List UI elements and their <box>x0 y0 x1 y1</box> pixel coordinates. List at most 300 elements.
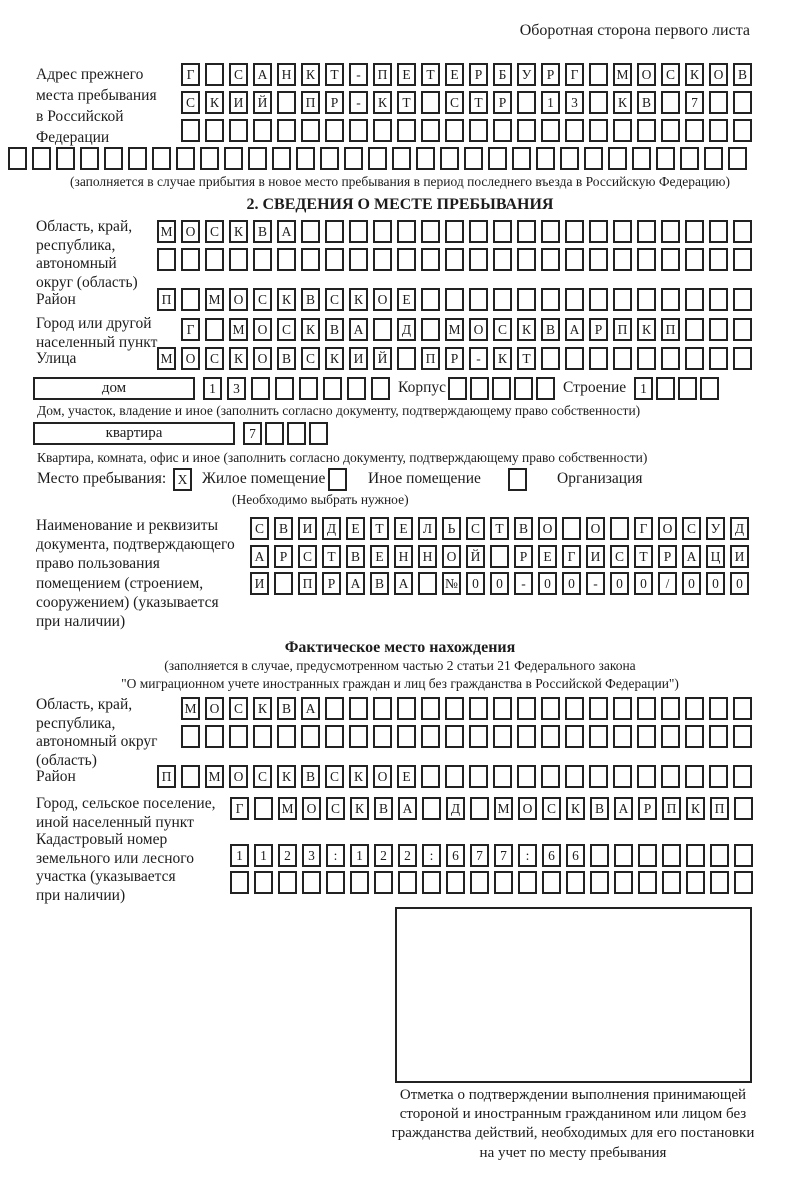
char-cell[interactable] <box>469 220 488 243</box>
char-cell[interactable]: - <box>349 63 368 86</box>
char-cell[interactable] <box>181 248 200 271</box>
char-cell[interactable]: К <box>229 220 248 243</box>
char-cell[interactable] <box>709 765 728 788</box>
char-cell[interactable] <box>685 119 704 142</box>
char-cell[interactable]: Р <box>493 91 512 114</box>
char-cell[interactable]: А <box>565 318 584 341</box>
char-cell[interactable]: 3 <box>565 91 584 114</box>
char-cell[interactable]: 0 <box>610 572 629 595</box>
char-cell[interactable] <box>253 248 272 271</box>
char-cell[interactable]: С <box>542 797 561 820</box>
char-cell[interactable] <box>349 725 368 748</box>
char-cell[interactable] <box>709 288 728 311</box>
char-cell[interactable]: К <box>301 63 320 86</box>
char-cell[interactable] <box>637 248 656 271</box>
char-cell[interactable] <box>733 697 752 720</box>
char-cell[interactable] <box>205 725 224 748</box>
char-cell[interactable] <box>678 377 697 400</box>
char-cell[interactable]: Й <box>253 91 272 114</box>
char-cell[interactable] <box>301 220 320 243</box>
char-cell[interactable]: : <box>518 844 537 867</box>
char-cell[interactable] <box>392 147 411 170</box>
char-cell[interactable] <box>421 248 440 271</box>
char-cell[interactable] <box>488 147 507 170</box>
char-cell[interactable] <box>397 697 416 720</box>
char-cell[interactable] <box>445 248 464 271</box>
char-cell[interactable]: № <box>442 572 461 595</box>
char-cell[interactable]: О <box>518 797 537 820</box>
char-cell[interactable] <box>422 871 441 894</box>
char-cell[interactable] <box>565 220 584 243</box>
char-cell[interactable]: 1 <box>350 844 369 867</box>
char-cell[interactable]: О <box>373 288 392 311</box>
char-cell[interactable]: И <box>586 545 605 568</box>
char-cell[interactable] <box>637 725 656 748</box>
checkbox-organization[interactable] <box>508 468 527 491</box>
char-cell[interactable]: К <box>229 347 248 370</box>
char-cell[interactable] <box>200 147 219 170</box>
char-cell[interactable] <box>613 288 632 311</box>
char-cell[interactable] <box>613 697 632 720</box>
char-cell[interactable]: С <box>301 347 320 370</box>
char-cell[interactable] <box>253 725 272 748</box>
char-cell[interactable]: Г <box>181 318 200 341</box>
char-cell[interactable] <box>517 697 536 720</box>
char-cell[interactable]: К <box>350 797 369 820</box>
char-cell[interactable] <box>347 377 366 400</box>
char-cell[interactable]: Н <box>418 545 437 568</box>
char-cell[interactable] <box>517 119 536 142</box>
char-cell[interactable]: Д <box>322 517 341 540</box>
char-cell[interactable] <box>710 844 729 867</box>
char-cell[interactable] <box>320 147 339 170</box>
char-cell[interactable] <box>224 147 243 170</box>
char-cell[interactable] <box>541 347 560 370</box>
char-cell[interactable] <box>704 147 723 170</box>
char-cell[interactable] <box>421 91 440 114</box>
char-cell[interactable] <box>373 220 392 243</box>
house-type-box[interactable]: дом <box>33 377 195 400</box>
char-cell[interactable]: О <box>442 545 461 568</box>
char-cell[interactable] <box>398 871 417 894</box>
char-cell[interactable] <box>493 725 512 748</box>
char-cell[interactable]: К <box>637 318 656 341</box>
char-cell[interactable] <box>637 347 656 370</box>
char-cell[interactable] <box>325 248 344 271</box>
char-cell[interactable] <box>733 347 752 370</box>
char-cell[interactable] <box>565 288 584 311</box>
char-cell[interactable]: С <box>610 545 629 568</box>
char-cell[interactable] <box>301 248 320 271</box>
char-cell[interactable]: С <box>493 318 512 341</box>
char-cell[interactable] <box>589 288 608 311</box>
char-cell[interactable] <box>637 697 656 720</box>
checkbox-other-premises[interactable] <box>328 468 347 491</box>
char-cell[interactable] <box>589 248 608 271</box>
char-cell[interactable] <box>397 725 416 748</box>
char-cell[interactable]: 0 <box>466 572 485 595</box>
char-cell[interactable] <box>470 871 489 894</box>
char-cell[interactable] <box>248 147 267 170</box>
char-cell[interactable]: О <box>229 288 248 311</box>
char-cell[interactable] <box>325 220 344 243</box>
char-cell[interactable] <box>733 725 752 748</box>
char-cell[interactable] <box>517 765 536 788</box>
char-cell[interactable]: О <box>205 697 224 720</box>
char-cell[interactable]: К <box>277 288 296 311</box>
char-cell[interactable] <box>275 377 294 400</box>
char-cell[interactable] <box>709 318 728 341</box>
char-cell[interactable] <box>661 697 680 720</box>
char-cell[interactable] <box>253 119 272 142</box>
char-cell[interactable] <box>492 377 511 400</box>
char-cell[interactable]: Г <box>562 545 581 568</box>
char-cell[interactable]: А <box>253 63 272 86</box>
char-cell[interactable]: М <box>278 797 297 820</box>
char-cell[interactable] <box>614 871 633 894</box>
char-cell[interactable]: М <box>229 318 248 341</box>
char-cell[interactable] <box>421 288 440 311</box>
char-cell[interactable]: Г <box>565 63 584 86</box>
char-cell[interactable]: 1 <box>541 91 560 114</box>
char-cell[interactable]: А <box>682 545 701 568</box>
char-cell[interactable]: 1 <box>254 844 273 867</box>
char-cell[interactable] <box>278 871 297 894</box>
char-cell[interactable] <box>373 248 392 271</box>
char-cell[interactable] <box>565 697 584 720</box>
char-cell[interactable] <box>299 377 318 400</box>
char-cell[interactable]: А <box>277 220 296 243</box>
char-cell[interactable]: И <box>349 347 368 370</box>
char-cell[interactable] <box>421 220 440 243</box>
char-cell[interactable]: О <box>253 347 272 370</box>
char-cell[interactable] <box>287 422 306 445</box>
char-cell[interactable] <box>709 725 728 748</box>
char-cell[interactable] <box>662 871 681 894</box>
char-cell[interactable]: П <box>301 91 320 114</box>
char-cell[interactable]: П <box>421 347 440 370</box>
char-cell[interactable] <box>254 871 273 894</box>
char-cell[interactable] <box>301 725 320 748</box>
char-cell[interactable] <box>685 288 704 311</box>
char-cell[interactable]: 0 <box>538 572 557 595</box>
char-cell[interactable]: С <box>253 288 272 311</box>
char-cell[interactable] <box>373 697 392 720</box>
char-cell[interactable] <box>325 725 344 748</box>
char-cell[interactable]: В <box>370 572 389 595</box>
char-cell[interactable]: Р <box>469 63 488 86</box>
char-cell[interactable]: О <box>229 765 248 788</box>
char-cell[interactable]: К <box>349 765 368 788</box>
char-cell[interactable]: В <box>590 797 609 820</box>
char-cell[interactable] <box>565 248 584 271</box>
char-cell[interactable] <box>325 119 344 142</box>
char-cell[interactable] <box>733 119 752 142</box>
char-cell[interactable] <box>733 288 752 311</box>
char-cell[interactable]: О <box>302 797 321 820</box>
char-cell[interactable] <box>32 147 51 170</box>
char-cell[interactable] <box>662 844 681 867</box>
char-cell[interactable] <box>637 765 656 788</box>
char-cell[interactable] <box>541 725 560 748</box>
char-cell[interactable]: В <box>346 545 365 568</box>
char-cell[interactable]: Е <box>370 545 389 568</box>
char-cell[interactable] <box>464 147 483 170</box>
char-cell[interactable] <box>518 871 537 894</box>
char-cell[interactable]: О <box>658 517 677 540</box>
char-cell[interactable] <box>542 871 561 894</box>
char-cell[interactable] <box>733 248 752 271</box>
char-cell[interactable] <box>80 147 99 170</box>
char-cell[interactable] <box>610 517 629 540</box>
char-cell[interactable]: 7 <box>494 844 513 867</box>
char-cell[interactable]: Л <box>418 517 437 540</box>
char-cell[interactable]: Р <box>325 91 344 114</box>
char-cell[interactable]: П <box>613 318 632 341</box>
char-cell[interactable]: Т <box>421 63 440 86</box>
char-cell[interactable] <box>418 572 437 595</box>
char-cell[interactable]: Т <box>370 517 389 540</box>
char-cell[interactable]: О <box>586 517 605 540</box>
char-cell[interactable]: О <box>538 517 557 540</box>
char-cell[interactable] <box>470 797 489 820</box>
char-cell[interactable]: С <box>466 517 485 540</box>
char-cell[interactable]: В <box>514 517 533 540</box>
char-cell[interactable]: М <box>445 318 464 341</box>
char-cell[interactable] <box>230 871 249 894</box>
char-cell[interactable] <box>8 147 27 170</box>
char-cell[interactable]: К <box>493 347 512 370</box>
char-cell[interactable] <box>229 725 248 748</box>
char-cell[interactable]: Е <box>394 517 413 540</box>
char-cell[interactable]: 0 <box>730 572 749 595</box>
char-cell[interactable] <box>733 318 752 341</box>
char-cell[interactable] <box>517 248 536 271</box>
char-cell[interactable]: 2 <box>398 844 417 867</box>
char-cell[interactable]: Г <box>230 797 249 820</box>
char-cell[interactable]: С <box>682 517 701 540</box>
char-cell[interactable]: С <box>326 797 345 820</box>
char-cell[interactable] <box>493 288 512 311</box>
char-cell[interactable] <box>323 377 342 400</box>
char-cell[interactable] <box>656 147 675 170</box>
char-cell[interactable] <box>584 147 603 170</box>
char-cell[interactable] <box>277 119 296 142</box>
char-cell[interactable]: О <box>469 318 488 341</box>
char-cell[interactable]: 2 <box>278 844 297 867</box>
char-cell[interactable]: К <box>613 91 632 114</box>
char-cell[interactable]: 7 <box>470 844 489 867</box>
char-cell[interactable] <box>613 765 632 788</box>
char-cell[interactable] <box>589 63 608 86</box>
char-cell[interactable] <box>397 248 416 271</box>
char-cell[interactable]: В <box>374 797 393 820</box>
char-cell[interactable] <box>254 797 273 820</box>
char-cell[interactable] <box>686 844 705 867</box>
char-cell[interactable] <box>734 844 753 867</box>
char-cell[interactable]: Е <box>397 765 416 788</box>
char-cell[interactable] <box>470 377 489 400</box>
char-cell[interactable]: М <box>181 697 200 720</box>
char-cell[interactable]: С <box>298 545 317 568</box>
char-cell[interactable] <box>710 871 729 894</box>
char-cell[interactable] <box>373 318 392 341</box>
char-cell[interactable] <box>469 725 488 748</box>
char-cell[interactable] <box>493 765 512 788</box>
char-cell[interactable]: Е <box>445 63 464 86</box>
char-cell[interactable] <box>589 220 608 243</box>
char-cell[interactable] <box>445 697 464 720</box>
char-cell[interactable] <box>709 91 728 114</box>
char-cell[interactable]: 1 <box>634 377 653 400</box>
char-cell[interactable]: С <box>253 765 272 788</box>
char-cell[interactable] <box>229 119 248 142</box>
char-cell[interactable] <box>614 844 633 867</box>
char-cell[interactable] <box>734 797 753 820</box>
char-cell[interactable] <box>56 147 75 170</box>
char-cell[interactable] <box>157 248 176 271</box>
char-cell[interactable]: 0 <box>490 572 509 595</box>
char-cell[interactable]: Т <box>322 545 341 568</box>
char-cell[interactable]: Е <box>538 545 557 568</box>
char-cell[interactable] <box>344 147 363 170</box>
char-cell[interactable] <box>152 147 171 170</box>
char-cell[interactable] <box>181 119 200 142</box>
char-cell[interactable] <box>565 347 584 370</box>
char-cell[interactable] <box>371 377 390 400</box>
char-cell[interactable]: Г <box>181 63 200 86</box>
char-cell[interactable] <box>397 220 416 243</box>
char-cell[interactable]: С <box>229 63 248 86</box>
char-cell[interactable]: 0 <box>562 572 581 595</box>
char-cell[interactable]: Д <box>397 318 416 341</box>
char-cell[interactable] <box>709 119 728 142</box>
char-cell[interactable] <box>469 697 488 720</box>
char-cell[interactable] <box>685 765 704 788</box>
char-cell[interactable]: К <box>685 63 704 86</box>
char-cell[interactable]: Т <box>469 91 488 114</box>
char-cell[interactable] <box>373 119 392 142</box>
char-cell[interactable]: С <box>445 91 464 114</box>
char-cell[interactable] <box>709 248 728 271</box>
char-cell[interactable] <box>205 248 224 271</box>
char-cell[interactable]: П <box>373 63 392 86</box>
char-cell[interactable] <box>685 220 704 243</box>
char-cell[interactable]: С <box>229 697 248 720</box>
char-cell[interactable] <box>661 119 680 142</box>
char-cell[interactable] <box>589 765 608 788</box>
char-cell[interactable] <box>685 697 704 720</box>
char-cell[interactable]: Т <box>634 545 653 568</box>
char-cell[interactable] <box>517 91 536 114</box>
char-cell[interactable]: Ь <box>442 517 461 540</box>
char-cell[interactable] <box>632 147 651 170</box>
char-cell[interactable] <box>638 844 657 867</box>
char-cell[interactable]: - <box>514 572 533 595</box>
char-cell[interactable]: К <box>325 347 344 370</box>
char-cell[interactable]: М <box>205 765 224 788</box>
char-cell[interactable] <box>661 248 680 271</box>
char-cell[interactable] <box>536 377 555 400</box>
char-cell[interactable]: В <box>253 220 272 243</box>
char-cell[interactable] <box>422 797 441 820</box>
char-cell[interactable]: : <box>326 844 345 867</box>
char-cell[interactable]: - <box>586 572 605 595</box>
char-cell[interactable] <box>541 119 560 142</box>
char-cell[interactable] <box>349 248 368 271</box>
char-cell[interactable]: М <box>494 797 513 820</box>
char-cell[interactable]: В <box>277 347 296 370</box>
char-cell[interactable]: П <box>662 797 681 820</box>
char-cell[interactable] <box>734 871 753 894</box>
char-cell[interactable]: И <box>298 517 317 540</box>
char-cell[interactable] <box>709 347 728 370</box>
char-cell[interactable] <box>421 725 440 748</box>
char-cell[interactable] <box>589 697 608 720</box>
char-cell[interactable] <box>494 871 513 894</box>
char-cell[interactable] <box>613 347 632 370</box>
char-cell[interactable] <box>685 318 704 341</box>
char-cell[interactable] <box>589 119 608 142</box>
char-cell[interactable]: С <box>325 288 344 311</box>
char-cell[interactable] <box>733 91 752 114</box>
char-cell[interactable] <box>728 147 747 170</box>
char-cell[interactable] <box>514 377 533 400</box>
char-cell[interactable]: Ц <box>706 545 725 568</box>
char-cell[interactable] <box>661 288 680 311</box>
char-cell[interactable]: Б <box>493 63 512 86</box>
char-cell[interactable] <box>517 725 536 748</box>
char-cell[interactable]: И <box>250 572 269 595</box>
char-cell[interactable] <box>448 377 467 400</box>
char-cell[interactable]: К <box>253 697 272 720</box>
char-cell[interactable] <box>590 871 609 894</box>
char-cell[interactable]: О <box>637 63 656 86</box>
char-cell[interactable] <box>421 765 440 788</box>
char-cell[interactable] <box>656 377 675 400</box>
char-cell[interactable]: М <box>157 347 176 370</box>
char-cell[interactable] <box>493 220 512 243</box>
char-cell[interactable]: Р <box>445 347 464 370</box>
char-cell[interactable]: П <box>157 765 176 788</box>
char-cell[interactable]: К <box>205 91 224 114</box>
char-cell[interactable] <box>176 147 195 170</box>
char-cell[interactable]: С <box>181 91 200 114</box>
char-cell[interactable]: К <box>349 288 368 311</box>
char-cell[interactable]: 2 <box>374 844 393 867</box>
char-cell[interactable] <box>661 91 680 114</box>
char-cell[interactable]: А <box>398 797 417 820</box>
char-cell[interactable] <box>490 545 509 568</box>
char-cell[interactable]: Е <box>346 517 365 540</box>
char-cell[interactable] <box>374 871 393 894</box>
char-cell[interactable] <box>309 422 328 445</box>
checkbox-residential[interactable]: X <box>173 468 192 491</box>
char-cell[interactable]: О <box>253 318 272 341</box>
char-cell[interactable] <box>661 347 680 370</box>
char-cell[interactable] <box>205 318 224 341</box>
char-cell[interactable] <box>589 91 608 114</box>
char-cell[interactable]: Е <box>397 63 416 86</box>
char-cell[interactable]: 6 <box>446 844 465 867</box>
char-cell[interactable] <box>181 288 200 311</box>
char-cell[interactable] <box>325 697 344 720</box>
char-cell[interactable]: М <box>157 220 176 243</box>
char-cell[interactable]: 3 <box>227 377 246 400</box>
char-cell[interactable]: С <box>325 765 344 788</box>
char-cell[interactable] <box>541 248 560 271</box>
char-cell[interactable] <box>661 220 680 243</box>
